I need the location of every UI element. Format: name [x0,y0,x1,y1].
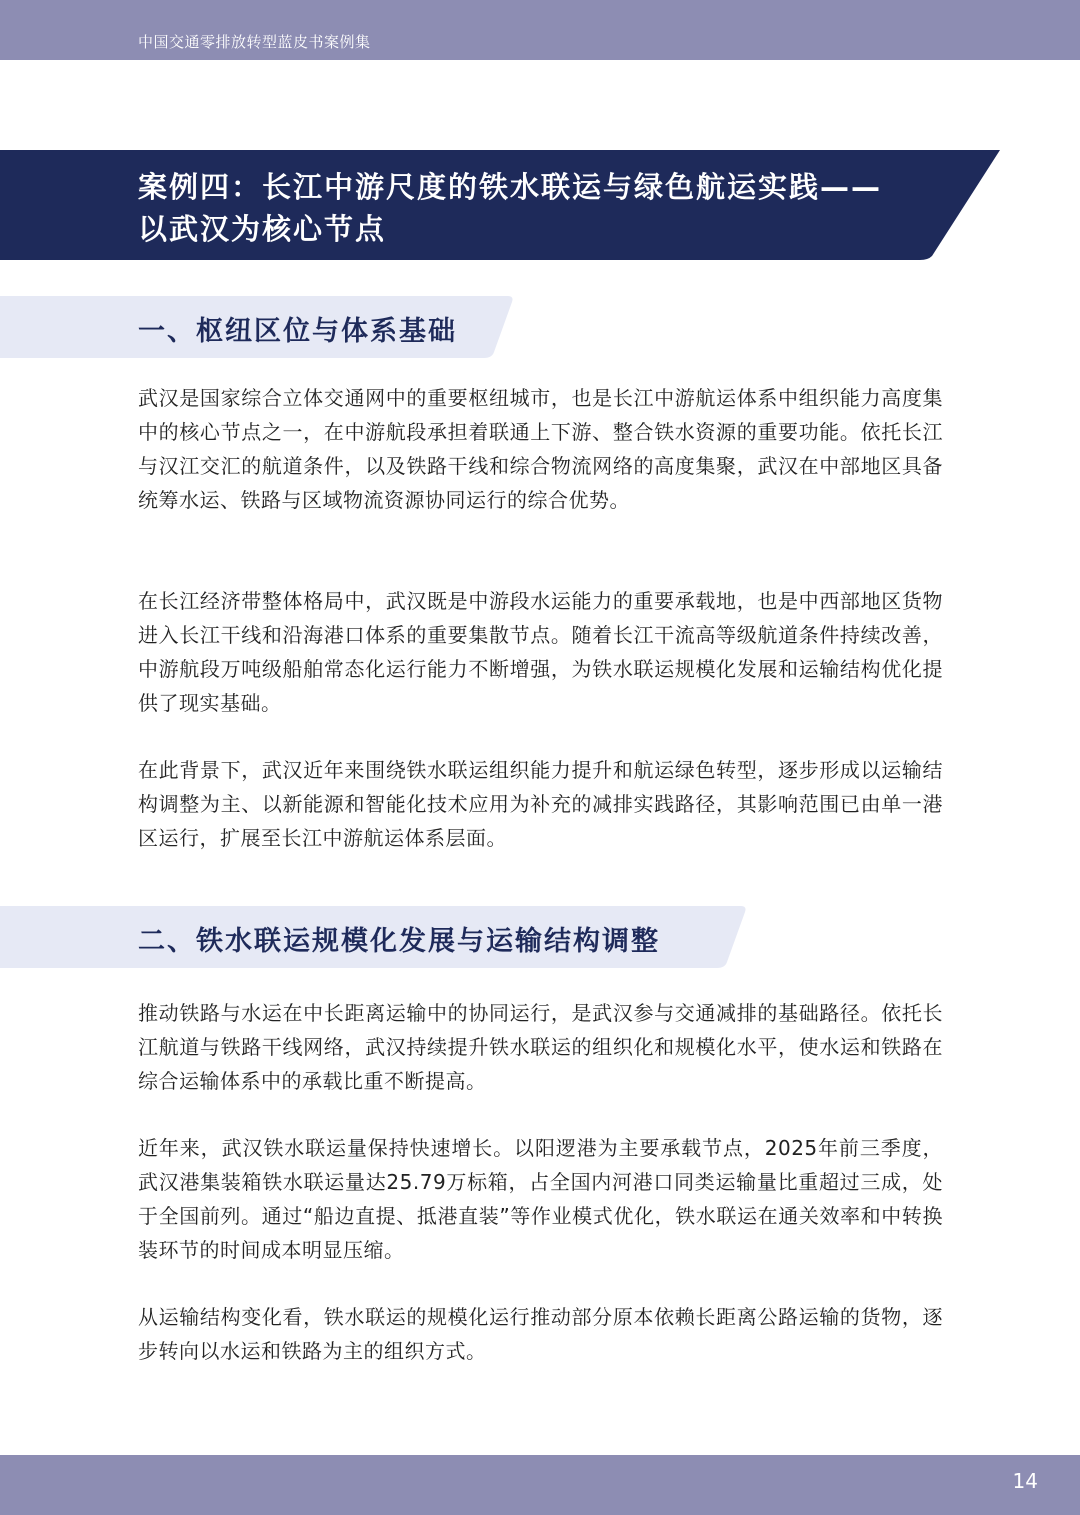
paragraph: 推动铁路与水运在中长距离运输中的协同运行，是武汉参与交通减排的基础路径。依托长江航道与铁路干线网络，武汉持续提升铁水联运的组织化和规模化水平，使水运和铁路在综合运输体系中的承载比重不断提高。 [138,1001,943,1093]
document-title: 中国交通零排放转型蓝皮书案例集 [138,33,371,51]
section-heading-2 [0,906,748,968]
section-heading-1 [0,296,515,358]
paragraph: 在长江经济带整体格局中，武汉既是中游段水运能力的重要承载地，也是中西部地区货物进入长江干线和沿海港口体系的重要集散节点。随着长江干流高等级航道条件持续改善，中游航段万吨级船舶常态化运行能力不断增强，为铁水联运规模化发展和运输结构优化提供了现实基础。 [138,589,943,715]
paragraph: 武汉是国家综合立体交通网中的重要枢纽城市，也是长江中游航运体系中组织能力高度集中的核心节点之一，在中游航段承担着联通上下游、整合铁水资源的重要功能。依托长江与汉江交汇的航道条件，以及铁路干线和综合物流网络的高度集聚，武汉在中部地区具备统筹水运、铁路与区域物流资源协同运行的综合优势。 [138,386,943,512]
top-header-bar [0,0,1080,60]
case-title-line2: 以武汉为核心节点 [138,212,387,246]
paragraph: 从运输结构变化看，铁水联运的规模化运行推动部分原本依赖长距离公路运输的货物，逐步转向以水运和铁路为主的组织方式。 [138,1305,943,1363]
case-title-line1: 案例四：长江中游尺度的铁水联运与绿色航运实践—— [138,170,883,204]
page-number: 14 [1012,1469,1038,1493]
section-heading-text: 二、铁水联运规模化发展与运输结构调整 [138,926,660,957]
paragraph: 在此背景下，武汉近年来围绕铁水联运组织能力提升和航运绿色转型，逐步形成以运输结构调整为主、以新能源和智能化技术应用为补充的减排实践路径，其影响范围已由单一港区运行，扩展至长江中游航运体系层面。 [138,758,943,850]
paragraph: 近年来，武汉铁水联运量保持快速增长。以阳逻港为主要承载节点，2025年前三季度，武汉港集装箱铁水联运量达25.79万标箱，占全国内河港口同类运输量比重超过三成，处于全国前列。通过“船边直提、抵港直装”等作业模式优化，铁水联运在通关效率和中转换装环节的时间成本明显压缩。 [138,1136,943,1262]
case-title-banner [0,150,1080,260]
case-title [138,166,968,250]
section-heading-text: 一、枢纽区位与体系基础 [138,316,457,347]
bottom-footer-bar [0,1455,1080,1515]
